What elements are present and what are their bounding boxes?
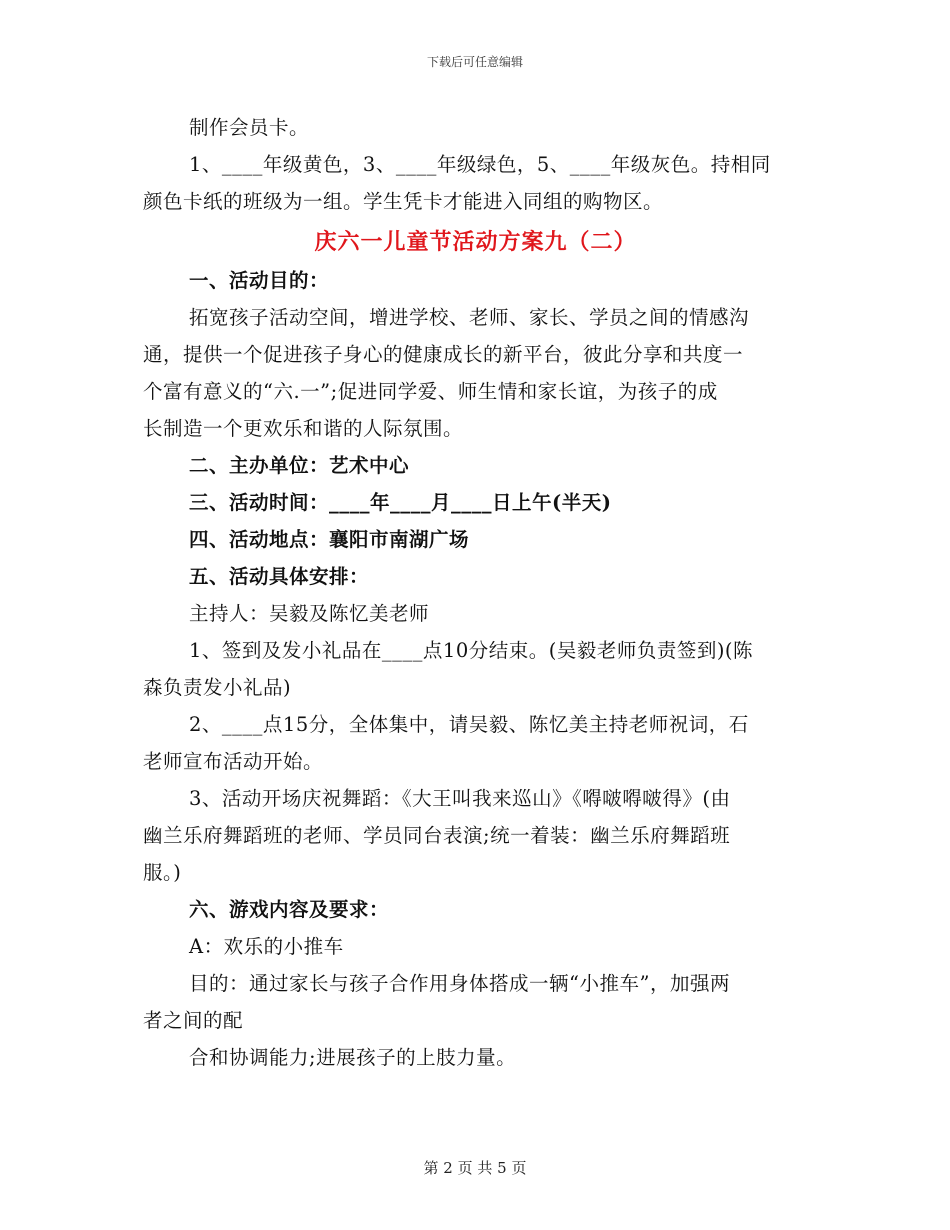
game-goal-line-3: 合和协调能力;进展孩子的上肢力量。 [189,1046,517,1069]
purpose-line-3: 个富有意义的“六.一”;促进同学爱、师生情和家长谊，为孩子的成 [143,380,718,403]
header-note: 下载后可任意编辑 [426,55,523,69]
item-3-line-3: 服。) [143,861,182,884]
item-1-line-1: 1、签到及发小礼品在____点10分结束。(吴毅老师负责签到)(陈 [189,639,754,662]
heading-games: 六、游戏内容及要求： [189,898,390,921]
heading-arrangements: 五、活动具体安排： [189,565,370,588]
item-1-line-2: 森负责发小礼品) [143,676,292,699]
purpose-line-4: 长制造一个更欢乐和谐的人际氛围。 [143,417,464,440]
heading-activity-location: 四、活动地点：襄阳市南湖广场 [189,528,470,551]
game-goal-line-2: 者之间的配 [143,1009,244,1032]
paragraph-membership-card: 制作会员卡。 [189,116,310,139]
purpose-line-1: 拓宽孩子活动空间，增进学校、老师、家长、学员之间的情感沟 [189,306,750,329]
item-3-line-1: 3、活动开场庆祝舞蹈：《大王叫我来巡山》《嘚啵嘚啵得》(由 [189,787,731,810]
item-2-line-2: 老师宣布活动开始。 [143,750,324,773]
hosts-line: 主持人：吴毅及陈忆美老师 [189,602,430,625]
game-a-title: A：欢乐的小推车 [189,935,344,958]
item-2-line-1: 2、____点15分，全体集中，请吴毅、陈忆美主持老师祝词，石 [189,713,749,736]
heading-organizer: 二、主办单位：艺术中心 [189,454,410,477]
purpose-line-2: 通，提供一个促进孩子身心的健康成长的新平台，彼此分享和共度一 [143,343,744,366]
section-title: 庆六一儿童节活动方案九（二） [314,229,637,255]
heading-activity-time: 三、活动时间：____年____月____日上午(半天) [189,491,612,514]
game-goal-line-1: 目的：通过家长与孩子合作用身体搭成一辆“小推车”，加强两 [189,972,730,995]
page-number: 第 2 页 共 5 页 [423,1159,527,1177]
document-body [143,109,808,1076]
heading-activity-purpose: 一、活动目的： [189,269,330,292]
item-3-line-2: 幽兰乐府舞蹈班的老师、学员同台表演;统一着装：幽兰乐府舞蹈班 [143,824,731,847]
paragraph-grade-colors-line-2: 颜色卡纸的班级为一组。学生凭卡才能进入同组的购物区。 [143,190,664,213]
paragraph-grade-colors-line-1: 1、____年级黄色，3、____年级绿色，5、____年级灰色。持相同 [189,153,771,176]
